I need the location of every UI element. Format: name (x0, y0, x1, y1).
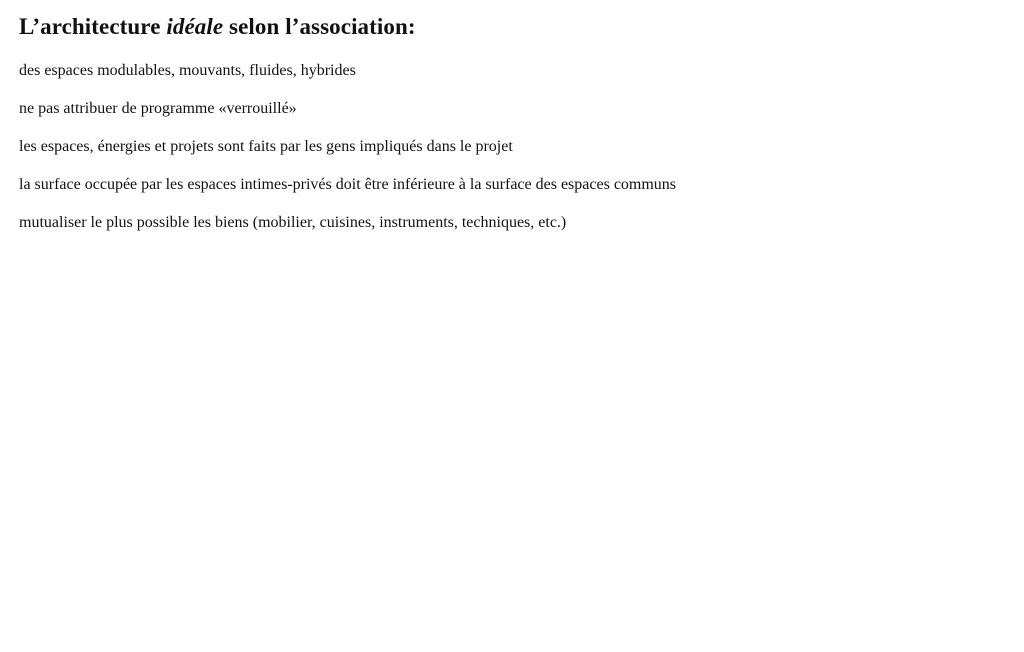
title-emphasis: idéale (166, 14, 224, 39)
principle-item-shared-goods: mutualiser le plus possible les biens (mobilier, cuisines, instruments, techniques, etc.) (19, 214, 567, 231)
principle-item-surface-ratio: la surface occupée par les espaces intimes-privés doit être inférieure à la surface des espaces communs (19, 176, 677, 193)
title-part-1: L’architecture (19, 14, 167, 39)
principle-item-people-made: les espaces, énergies et projets sont faits par les gens impliqués dans le projet (19, 138, 513, 155)
principle-item-no-locked-program: ne pas attribuer de programme «verrouillé» (19, 100, 297, 117)
title-part-2: selon l’association: (223, 14, 416, 39)
principles-list (19, 61, 1024, 233)
page-title (19, 12, 1024, 42)
principle-item-modular-spaces: des espaces modulables, mouvants, fluides, hybrides (19, 62, 356, 79)
